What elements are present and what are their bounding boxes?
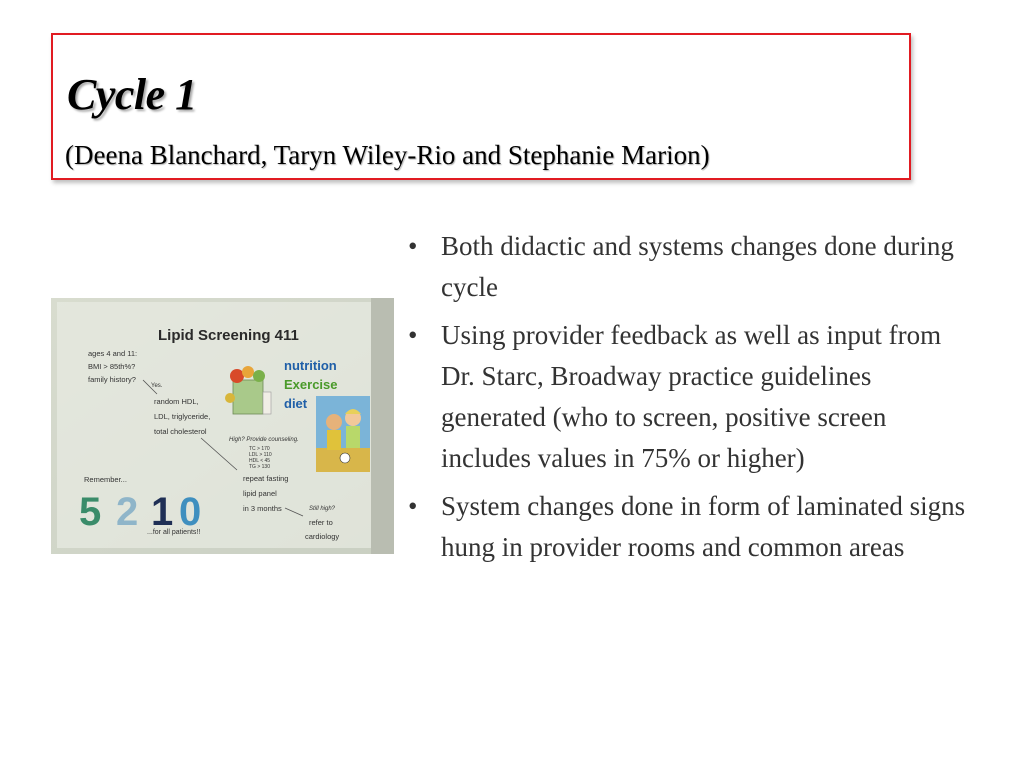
random-line-1: random HDL, — [154, 397, 199, 406]
criteria-line-2: BMI > 85th%? — [88, 362, 136, 371]
refer-line-1: refer to — [309, 518, 333, 527]
slide-title: Cycle 1 — [67, 70, 197, 119]
for-all-label: ...for all patients!! — [147, 529, 201, 536]
exercise-word: Exercise — [284, 377, 338, 392]
threshold-1: TC > 170 — [249, 446, 270, 452]
threshold-3: HDL < 45 — [249, 458, 271, 464]
random-line-3: total cholesterol — [154, 427, 207, 436]
bullet-list — [408, 226, 968, 575]
threshold-4: TG > 130 — [249, 464, 270, 470]
high-note: High? Provide counseling. — [229, 437, 299, 443]
remember-label: Remember... — [84, 475, 127, 484]
digit-2: 2 — [116, 490, 139, 534]
bullet-item: • Both didactic and systems changes done during cycle — [408, 226, 968, 308]
repeat-line-2: lipid panel — [243, 489, 277, 498]
repeat-line-1: repeat fasting — [243, 474, 289, 483]
criteria-line-1: ages 4 and 11: — [88, 349, 138, 358]
lipid-screening-photo — [51, 298, 394, 554]
nutrition-word: nutrition — [284, 358, 337, 373]
title-box — [51, 33, 911, 180]
sign-title: Lipid Screening 411 — [158, 327, 299, 344]
repeat-line-3: in 3 months — [243, 504, 282, 513]
threshold-2: LDL > 110 — [249, 452, 272, 458]
slide-subtitle: (Deena Blanchard, Taryn Wiley-Rio and Stephanie Marion) — [65, 140, 710, 170]
digit-1: 1 — [151, 490, 174, 534]
random-line-2: LDL, triglyceride, — [154, 412, 211, 421]
digit-5: 5 — [79, 490, 102, 534]
still-high-label: Still high? — [309, 506, 336, 512]
digit-0: 0 — [179, 490, 202, 534]
diet-word: diet — [284, 396, 308, 411]
yes-label: Yes. — [151, 383, 163, 389]
refer-line-2: cardiology — [305, 532, 340, 541]
bullet-item: • System changes done in form of laminated signs hung in provider rooms and common areas — [408, 486, 968, 568]
criteria-line-3: family history? — [88, 375, 136, 384]
bullet-item: • Using provider feedback as well as input from Dr. Starc, Broadway practice guidelines generated (who to screen, positive screen includes values in 75% or higher) — [408, 315, 968, 479]
kids-illustration — [316, 396, 370, 472]
